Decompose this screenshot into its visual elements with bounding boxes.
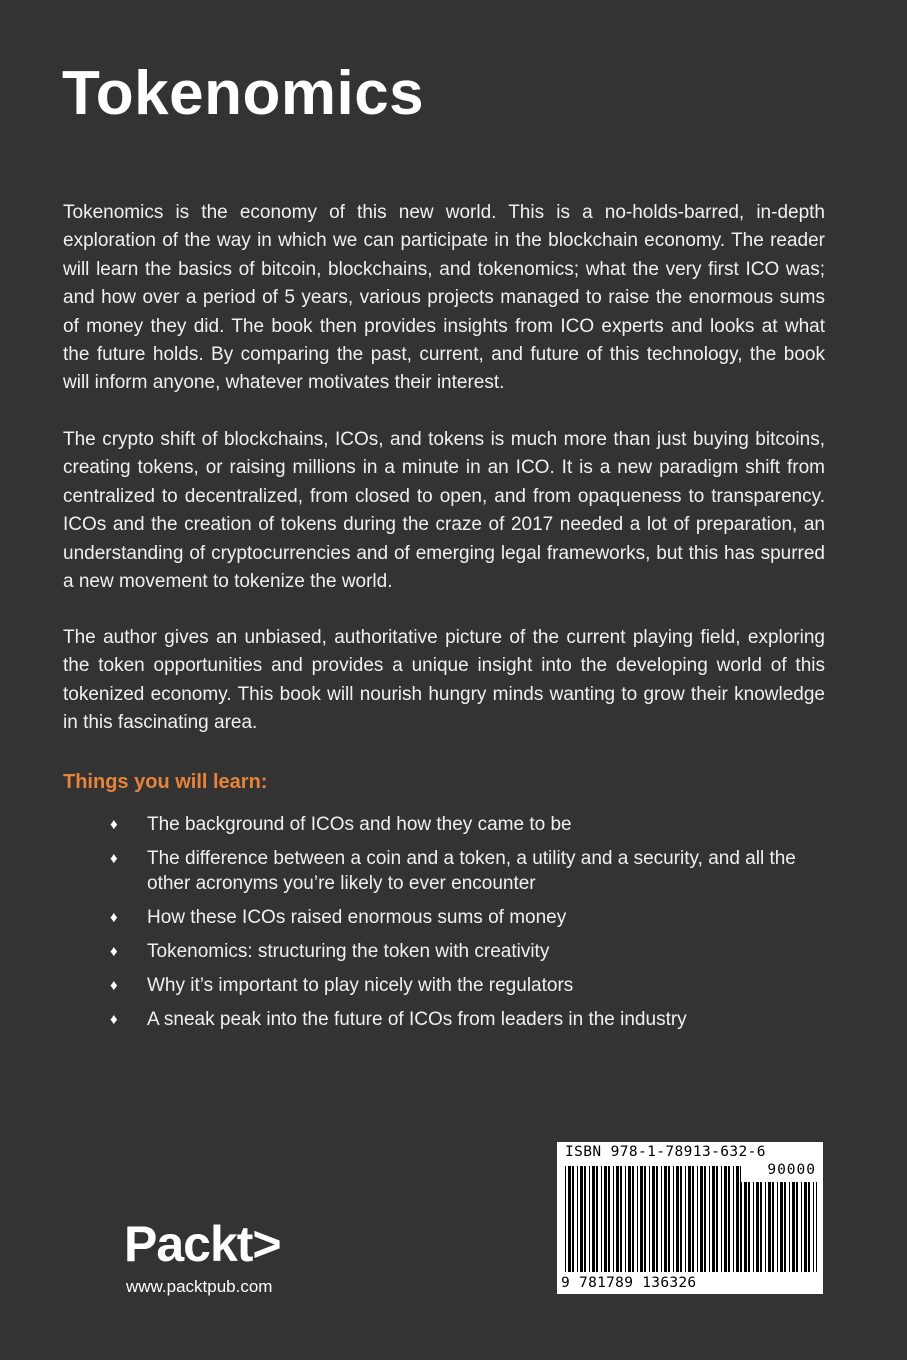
list-item [110, 905, 810, 930]
description-paragraph-3: The author gives an unbiased, authoritative picture of the current playing field, exploring the token opportunities and provides a unique insight into the developing world of this tokenized economy. This book will nourish hungry minds wanting to grow their knowledge in this fascinating area. [63, 627, 825, 734]
list-item [110, 846, 810, 896]
description-paragraph-1: Tokenomics is the economy of this new world. This is a no-holds-barred, in-depth exploration of the way in which we can participate in the blockchain economy. The reader will learn the basics of bitcoin, blockchains, and tokenomics; what the very first ICO was; and how over a period of 5 years, various projects managed to raise the enormous sums of money they did. The book then provides insights from ICO experts and looks at what the future holds. By comparing the past, current, and future of this technology, the book will inform anyone, whatever motivates their interest. [63, 202, 825, 394]
learn-heading: Things you will learn: [63, 771, 268, 793]
price-code: 90000 [767, 1162, 816, 1178]
price-barcode-bars-icon [741, 1182, 817, 1272]
diamond-bullet-icon: ♦ [110, 943, 118, 960]
list-item-text: Tokenomics: structuring the token with creativity [147, 941, 550, 962]
list-item-text: How these ICOs raised enormous sums of money [147, 907, 567, 928]
isbn-label: ISBN 978-1-78913-632-6 [565, 1144, 766, 1160]
diamond-bullet-icon: ♦ [110, 1011, 118, 1028]
diamond-bullet-icon: ♦ [110, 977, 118, 994]
list-item [110, 973, 810, 998]
ean-digits: 9 781789 136326 [561, 1275, 697, 1291]
barcode-bars-icon [565, 1166, 741, 1272]
list-item [110, 939, 810, 964]
diamond-bullet-icon: ♦ [110, 850, 118, 867]
list-item-text: The difference between a coin and a token, a utility and a security, and all the other acronyms you’re likely to ever encounter [147, 848, 796, 894]
publisher-url: www.packtpub.com [126, 1277, 273, 1296]
list-item [110, 1007, 810, 1032]
learn-list [110, 812, 810, 1041]
list-item-text: A sneak peak into the future of ICOs from leaders in the industry [147, 1009, 687, 1030]
description-paragraph-2: The crypto shift of blockchains, ICOs, and tokens is much more than just buying bitcoins, creating tokens, or raising millions in a minute in an ICO. It is a new paradigm shift from centralized to decentralized, from closed to open, and from opaqueness to transparency. ICOs and the creation of tokens during the craze of 2017 needed a lot of preparation, an understanding of cryptocurrencies and of emerging legal frameworks, but this has spurred a new movement to tokenize the world. [63, 429, 825, 593]
isbn-barcode [557, 1142, 823, 1294]
diamond-bullet-icon: ♦ [110, 816, 118, 833]
diamond-bullet-icon: ♦ [110, 909, 118, 926]
book-title: Tokenomics [62, 59, 425, 128]
list-item-text: Why it’s important to play nicely with the regulators [147, 975, 574, 996]
list-item [110, 812, 810, 837]
list-item-text: The background of ICOs and how they came to be [147, 814, 572, 835]
publisher-logo: Packt> [124, 1216, 281, 1272]
